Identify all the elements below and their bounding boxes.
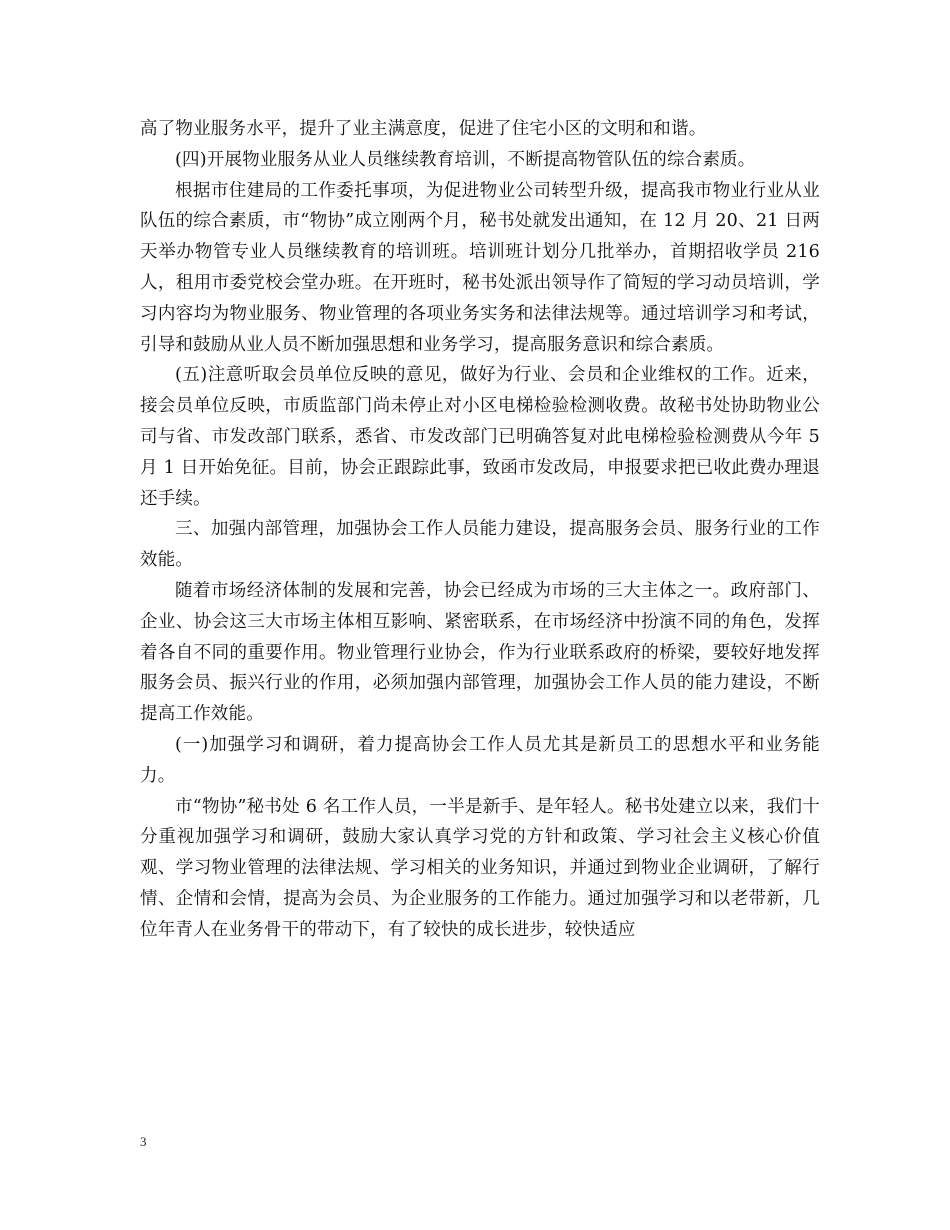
paragraph: 高了物业服务水平，提升了业主满意度，促进了住宅小区的文明和和谐。 [140, 119, 707, 139]
paragraph: 随着市场经济体制的发展和完善，协会已经成为市场的三大主体之一。政府部门、企业、协会这三大市场主体相互影响、紧密联系，在市场经济中扮演不同的角色，发挥着各自不同的重要作用。物业管理行业协会，作为行业联系政府的桥梁，要较好地发挥服务会员、振兴行业的作用，必须加强内部管理，加强协会工作人员的能力建设，不断提高工作效能。 [140, 580, 820, 725]
page-number: 3 [140, 1134, 147, 1149]
section-heading: (一)加强学习和调研，着力提高协会工作人员尤其是新员工的思想水平和业务能力。 [140, 734, 820, 786]
section-heading: (五)注意听取会员单位反映的意见，做好为行业、会员和企业维权的工作。近来，接会员单位反映，市质监部门尚未停止对小区电梯检验检测收费。故秘书处协助物业公司与省、市发改部门联系，悉省、市发改部门已明确答复对此电梯检验检测费从今年 5 月 1 日开始免征。目前，协会正跟踪此事，致函市发改局，申报要求把已收此费办理退还手续。 [140, 365, 820, 509]
paragraph: 市“物协”秘书处 6 名工作人员，一半是新手、是年轻人。秘书处建立以来，我们十分重视加强学习和调研，鼓励大家认真学习党的方针和政策、学习社会主义核心价值观、学习物业管理的法律法规、学习相关的业务知识，并通过到物业企业调研，了解行情、企情和会情，提高为会员、为企业服务的工作能力。通过加强学习和以老带新，几位年青人在业务骨干的带动下，有了较快的成长进步，较快适应 [140, 796, 820, 940]
paragraph: 根据市住建局的工作委托事项，为促进物业公司转型升级，提高我市物业行业从业队伍的综合素质，市“物协”成立刚两个月，秘书处就发出通知，在 12 月 20、21 日两天举办物管专业人员继续教育的培训班。培训班计划分几批举办，首期招收学员 216 人，租用市委党校会堂办班。在开班时，秘书处派出领导作了简短的学习动员培训，学习内容均为物业服务、物业管理的各项业务实务和法律法规等。通过培训学习和考试，引导和鼓励从业人员不断加强思想和业务学习，提高服务意识和综合素质。 [140, 180, 820, 355]
section-heading: (四)开展物业服务从业人员继续教育培训，不断提高物管队伍的综合素质。 [175, 149, 756, 170]
chapter-heading: 三、加强内部管理，加强协会工作人员能力建设，提高服务会员、服务行业的工作效能。 [140, 519, 820, 571]
document-body [140, 114, 820, 946]
